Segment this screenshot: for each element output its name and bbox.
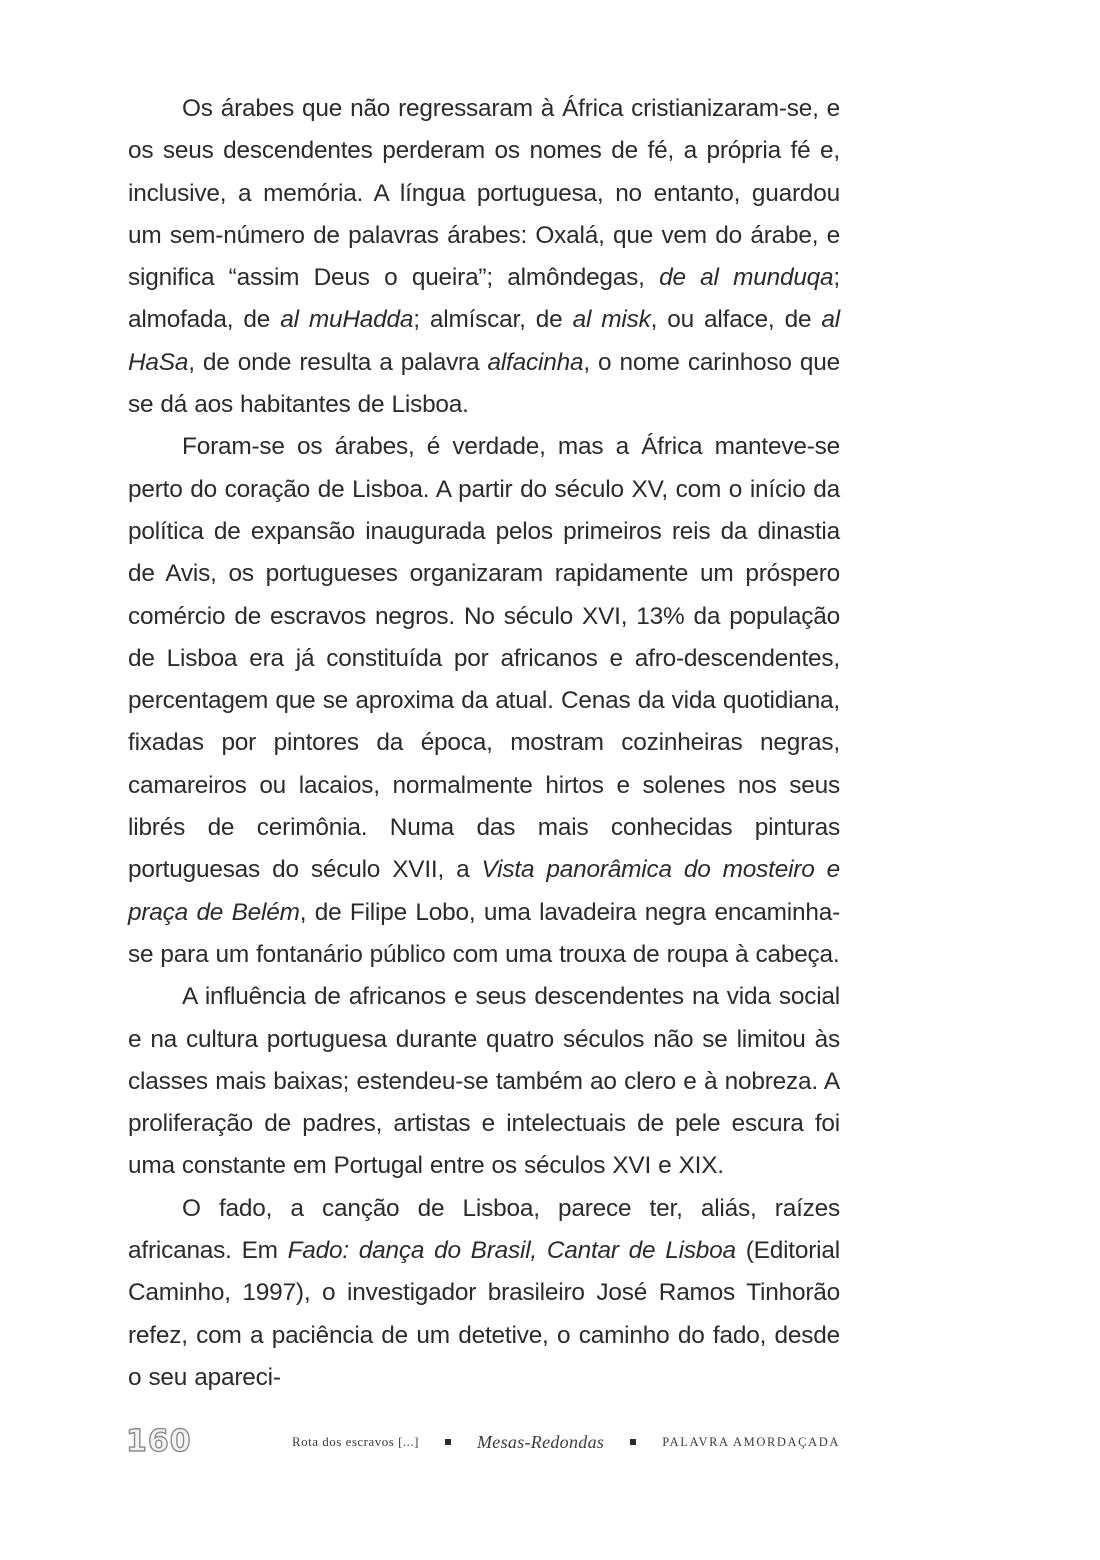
bullet-icon [445, 1439, 451, 1445]
text-run: ; almofada, de [128, 264, 840, 334]
italic-run: al muHadda [280, 306, 414, 334]
paragraph-1 [128, 88, 840, 426]
text-run: , o nome carinhoso que se dá aos habitantes de Lisboa. [128, 348, 840, 419]
paragraph-2 [128, 426, 840, 976]
text-run: O fado, a canção de Lisboa, parece ter, aliás, raízes africanas. Em [128, 1194, 840, 1265]
paragraph-4 [128, 1188, 840, 1399]
italic-run: Vista panorâmica do mosteiro e praça de Belém [128, 856, 840, 926]
text-run: ; almíscar, de [413, 306, 573, 334]
italic-run: alfacinha [487, 348, 584, 376]
italic-run: de al munduqa [659, 264, 834, 292]
page-number: 160 [126, 1424, 192, 1459]
page-footer [126, 1422, 840, 1462]
footer-series-title: PALAVRA AMORDAÇADA [662, 1434, 840, 1449]
footer-book-title: Rota dos escravos [...] [291, 1434, 419, 1449]
italic-run: al misk [572, 306, 651, 334]
italic-run: Fado: dança do Brasil, Cantar de Lisboa [287, 1237, 736, 1265]
text-run: , ou alface, de [650, 306, 822, 334]
paragraph-3 [128, 976, 840, 1187]
italic-run: al HaSa [128, 306, 840, 376]
footer-section-title: Mesas-Redondas [477, 1431, 605, 1452]
text-run: Foram-se os árabes, é verdade, mas a África manteve-se perto do coração de Lisboa. A partir do século XV, com o início da política de expansão inaugurada pelos primeiros reis da dinastia de Avis, os portugueses organizaram rapidamente um próspero comércio de escravos negros. No século XVI, 13% da população de Lisboa era já constituída por africanos e afro-descendentes, percentagem que se aproxima da atual. Cenas da vida quotidiana, fixadas por pintores da época, mostram cozinheiras negras, camareiros ou lacaios, normalmente hirtos e solenes nos seus librés de cerimônia. Numa das mais conhecidas pinturas portuguesas do século XVII, a [128, 433, 840, 884]
bullet-icon [630, 1439, 636, 1445]
text-run: (Editorial Caminho, 1997), o investigador brasileiro José Ramos Tinhorão refez, com a paciência de um detetive, o caminho do fado, desde o seu apareci- [128, 1237, 840, 1391]
text-run: , de Filipe Lobo, uma lavadeira negra encaminha-se para um fontanário público com uma trouxa de roupa à cabeça. [128, 898, 840, 968]
text-run: A influência de africanos e seus descendentes na vida social e na cultura portuguesa durante quatro séculos não se limitou às classes mais baixas; estendeu-se também ao clero e à nobreza. A proliferação de padres, artistas e intelectuais de pele escura foi uma constante em Portugal entre os séculos XVI e XIX. [128, 983, 840, 1180]
text-run: , de onde resulta a palavra [188, 348, 488, 376]
body-text [128, 88, 840, 1399]
running-footer [292, 1422, 840, 1462]
text-run: Os árabes que não regressaram à África cristianizaram-se, e os seus descendentes perderam os nomes de fé, a própria fé e, inclusive, a memória. A língua portuguesa, no entanto, guardou um sem-número de palavras árabes: Oxalá, que vem do árabe, e significa “assim Deus o queira”; almôndegas, [128, 95, 840, 292]
